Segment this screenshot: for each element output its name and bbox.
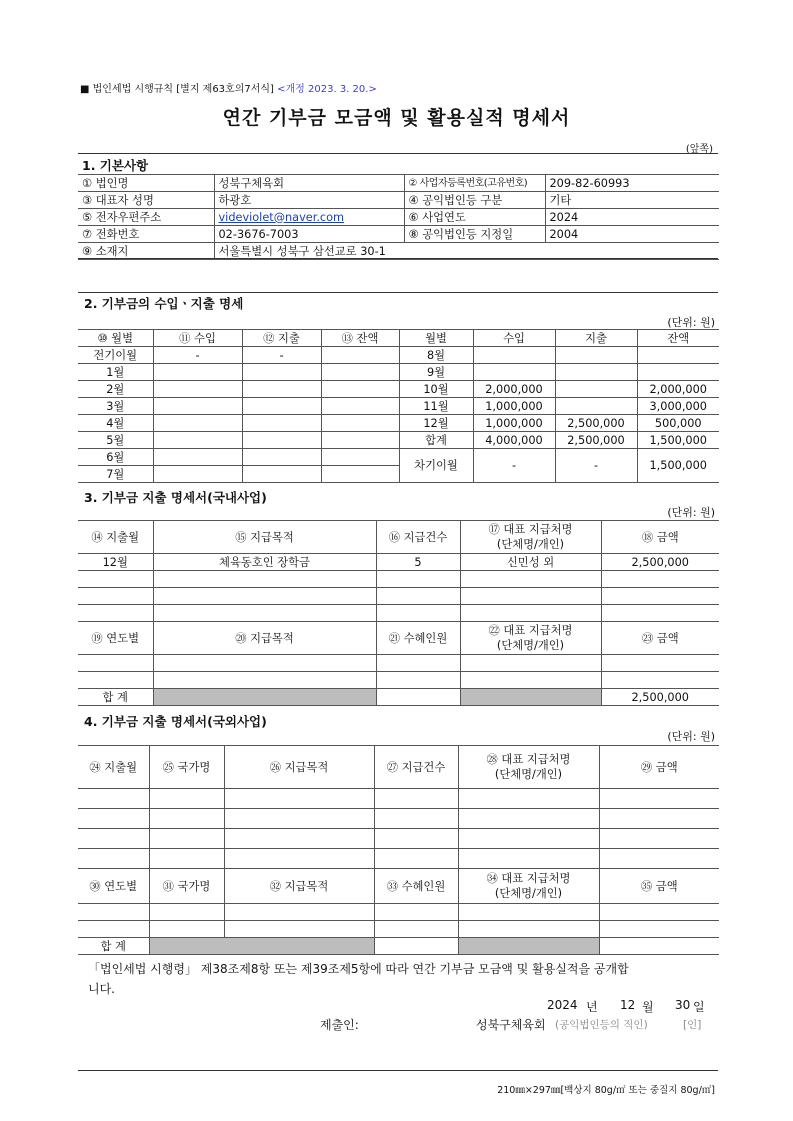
expense-cell [242, 381, 321, 398]
income-cell [153, 449, 242, 466]
col-header: ⑩ 월별 [78, 330, 153, 347]
carryover-balance: 1,500,000 [637, 449, 719, 483]
corp-name: 성북구체육회 [214, 175, 404, 192]
label-cell: ② 사업자등록번호(고유번호) [404, 175, 545, 192]
table-row [78, 571, 719, 588]
income-cell: 4,000,000 [473, 432, 555, 449]
expense-cell [555, 347, 637, 364]
col-header: ⑫ 지출 [242, 330, 321, 347]
balance-cell [321, 432, 399, 449]
table-row [78, 432, 719, 449]
expense-cell [242, 398, 321, 415]
label-cell: ① 법인명 [78, 175, 214, 192]
overseas-expense-table [78, 745, 719, 955]
income-cell [153, 364, 242, 381]
header-line: ㉞ 대표 지급처명 [486, 872, 571, 885]
divider [78, 153, 718, 154]
header-line: (단체명/개인) [496, 538, 565, 551]
unit-label: (단위: 원) [667, 316, 715, 329]
date-day-unit: 일 [693, 1000, 705, 1014]
balance-cell [321, 449, 399, 466]
balance-cell [321, 381, 399, 398]
table-row [78, 904, 719, 921]
balance-cell: 500,000 [637, 415, 719, 432]
expense-cell [242, 432, 321, 449]
table-header-row [78, 869, 719, 904]
date-month: 12 [620, 998, 636, 1012]
table-row [78, 554, 719, 571]
label-cell: ③ 대표자 성명 [78, 192, 214, 209]
month-cell: 6월 [78, 449, 153, 466]
balance-cell: 2,000,000 [637, 381, 719, 398]
header-line: ㉒ 대표 지급처명 [488, 624, 573, 637]
col-header: ㉜ 지급목적 [224, 869, 374, 904]
expense-cell: - [555, 449, 637, 483]
table-header-row [78, 521, 719, 554]
page-side: (앞쪽) [685, 144, 713, 155]
income-cell [473, 364, 555, 381]
income-cell [473, 347, 555, 364]
balance-cell [321, 466, 399, 483]
date-month-unit: 월 [642, 1000, 654, 1014]
table-row [78, 347, 719, 364]
date-year: 2024 [547, 998, 578, 1012]
income-cell: 2,000,000 [473, 381, 555, 398]
expense-cell [555, 381, 637, 398]
month-cell: 9월 [399, 364, 473, 381]
balance-cell [321, 415, 399, 432]
table-row [78, 175, 719, 192]
submitter-name: 성북구체육회 [476, 1018, 546, 1032]
table-row [78, 226, 719, 243]
col-header [460, 622, 601, 655]
table-row [78, 789, 719, 809]
unit-label: (단위: 원) [667, 506, 715, 519]
total-label: 합 계 [78, 938, 149, 955]
col-header: ㉓ 금액 [601, 622, 719, 655]
header-line: (단체명/개인) [496, 639, 565, 652]
date-day: 30 [675, 998, 691, 1012]
statement-line-1: 「법인세법 시행령」 제38조제8항 또는 제39조제5항에 따라 연간 기부금 모금액 및 활용실적을 공개합 [88, 962, 629, 976]
revision-date: <개정 2023. 3. 20.> [277, 84, 377, 95]
divider [78, 258, 718, 259]
monthly-income-expense-table [78, 329, 719, 483]
table-row [78, 655, 719, 672]
expense-purpose: 체육동호인 장학금 [153, 554, 376, 571]
table-row [78, 415, 719, 432]
total-row [78, 938, 719, 955]
label-cell: ⑦ 전화번호 [78, 226, 214, 243]
col-header: ㉝ 수혜인원 [374, 869, 458, 904]
recipient: 신민성 외 [460, 554, 601, 571]
col-header: ⑮ 지급목적 [153, 521, 376, 554]
col-header: ⑳ 지급목적 [153, 622, 376, 655]
seal-mark: [인] [683, 1019, 702, 1031]
table-row [78, 809, 719, 829]
unit-label: (단위: 원) [667, 730, 715, 743]
month-cell: 2월 [78, 381, 153, 398]
month-cell: 3월 [78, 398, 153, 415]
income-cell [153, 466, 242, 483]
divider [78, 1070, 718, 1071]
expense-cell: 2,500,000 [555, 432, 637, 449]
fiscal-year: 2024 [545, 209, 719, 226]
col-header: ㉖ 지급목적 [224, 746, 374, 789]
balance-cell [321, 364, 399, 381]
corp-type: 기타 [545, 192, 719, 209]
col-header: ㉟ 금액 [599, 869, 719, 904]
expense-cell [555, 364, 637, 381]
col-header: ㉚ 연도별 [78, 869, 149, 904]
col-header: ⑯ 지급건수 [376, 521, 460, 554]
col-header: ⑱ 금액 [601, 521, 719, 554]
expense-month: 12월 [78, 554, 153, 571]
expense-count: 5 [376, 554, 460, 571]
balance-cell: 3,000,000 [637, 398, 719, 415]
table-row [78, 849, 719, 869]
col-header: ⑪ 수입 [153, 330, 242, 347]
col-header: ㉕ 국가명 [149, 746, 224, 789]
month-cell: 11월 [399, 398, 473, 415]
carryover-label: 차기이월 [399, 449, 473, 483]
address: 서울특별시 성북구 삼선교로 30-1 [214, 243, 719, 260]
email-link[interactable] [214, 209, 404, 226]
expense-cell [242, 449, 321, 466]
col-header: 잔액 [637, 330, 719, 347]
table-row [78, 605, 719, 622]
col-header: ⑲ 연도별 [78, 622, 153, 655]
income-cell: - [473, 449, 555, 483]
table-header-row [78, 330, 719, 347]
col-header: ㉙ 금액 [599, 746, 719, 789]
col-header [460, 521, 601, 554]
table-row [78, 398, 719, 415]
section2-heading: 2. 기부금의 수입ㆍ지출 명세 [84, 296, 244, 311]
divider [78, 292, 718, 293]
month-cell: 10월 [399, 381, 473, 398]
expense-cell: 2,500,000 [555, 415, 637, 432]
income-cell [153, 381, 242, 398]
biz-reg-number: 209-82-60993 [545, 175, 719, 192]
phone-number: 02-3676-7003 [214, 226, 404, 243]
table-row [78, 209, 719, 226]
label-cell: ⑥ 사업연도 [404, 209, 545, 226]
col-header: ㉗ 지급건수 [374, 746, 458, 789]
domestic-expense-table [78, 520, 719, 706]
balance-cell: 1,500,000 [637, 432, 719, 449]
table-row [78, 672, 719, 689]
paper-spec: 210㎜×297㎜[백상지 80g/㎡ 또는 중질지 80g/㎡] [497, 1085, 715, 1096]
table-row [78, 829, 719, 849]
page-title: 연간 기부금 모금액 및 활용실적 명세서 [222, 107, 571, 129]
section3-heading: 3. 기부금 지출 명세서(국내사업) [84, 490, 267, 505]
col-header: ㉛ 국가명 [149, 869, 224, 904]
submitter-label: 제출인: [320, 1018, 359, 1032]
income-cell: 1,000,000 [473, 398, 555, 415]
month-cell: 4월 [78, 415, 153, 432]
header-line: ⑰ 대표 지급처명 [488, 523, 573, 536]
expense-cell [242, 364, 321, 381]
table-header-row [78, 746, 719, 789]
table-row [78, 243, 719, 260]
month-cell: 1월 [78, 364, 153, 381]
expense-cell [555, 398, 637, 415]
col-header: ㉔ 지출월 [78, 746, 149, 789]
income-cell [153, 398, 242, 415]
table-row [78, 921, 719, 938]
designation-date: 2004 [545, 226, 719, 243]
form-ref-text: ■ 법인세법 시행규칙 [별지 제63호의7서식] [80, 84, 274, 95]
expense-cell [242, 415, 321, 432]
col-header: ㉑ 수혜인원 [376, 622, 460, 655]
label-cell: ④ 공익법인등 구분 [404, 192, 545, 209]
table-row [78, 192, 719, 209]
email-text[interactable]: videviolet@naver.com [218, 210, 345, 224]
balance-cell [321, 347, 399, 364]
month-cell: 8월 [399, 347, 473, 364]
income-cell [153, 432, 242, 449]
balance-cell [637, 364, 719, 381]
col-header: 지출 [555, 330, 637, 347]
table-row [78, 588, 719, 605]
month-cell: 5월 [78, 432, 153, 449]
month-cell: 12월 [399, 415, 473, 432]
label-cell: ⑧ 공익법인등 지정일 [404, 226, 545, 243]
table-row [78, 364, 719, 381]
col-header: ⑬ 잔액 [321, 330, 399, 347]
date-year-unit: 년 [586, 1000, 598, 1014]
balance-cell [637, 347, 719, 364]
form-reference [80, 80, 377, 95]
amount: 2,500,000 [601, 554, 719, 571]
table-row [78, 449, 719, 466]
col-header [458, 746, 599, 789]
income-cell [153, 415, 242, 432]
total-row [78, 689, 719, 706]
income-cell: - [153, 347, 242, 364]
balance-cell [321, 398, 399, 415]
month-cell: 전기이월 [78, 347, 153, 364]
month-cell: 7월 [78, 466, 153, 483]
seal-caption: (공익법인등의 직인) [555, 1019, 648, 1031]
statement-line-2: 니다. [88, 982, 115, 996]
header-line: (단체명/개인) [494, 768, 563, 781]
month-cell: 합계 [399, 432, 473, 449]
table-row [78, 381, 719, 398]
total-amount: 2,500,000 [601, 689, 719, 706]
section4-heading: 4. 기부금 지출 명세서(국외사업) [84, 714, 267, 729]
table-header-row [78, 622, 719, 655]
expense-cell: - [242, 347, 321, 364]
label-cell: ⑨ 소재지 [78, 243, 214, 260]
total-label: 합 계 [78, 689, 153, 706]
header-line: ㉘ 대표 지급처명 [486, 753, 571, 766]
representative-name: 하광호 [214, 192, 404, 209]
expense-cell [242, 466, 321, 483]
label-cell: ⑤ 전자우편주소 [78, 209, 214, 226]
col-header: ⑭ 지출월 [78, 521, 153, 554]
col-header [458, 869, 599, 904]
col-header: 수입 [473, 330, 555, 347]
col-header: 월별 [399, 330, 473, 347]
income-cell: 1,000,000 [473, 415, 555, 432]
basic-info-table [78, 174, 719, 260]
section1-heading: 1. 기본사항 [82, 158, 149, 173]
header-line: (단체명/개인) [494, 887, 563, 900]
